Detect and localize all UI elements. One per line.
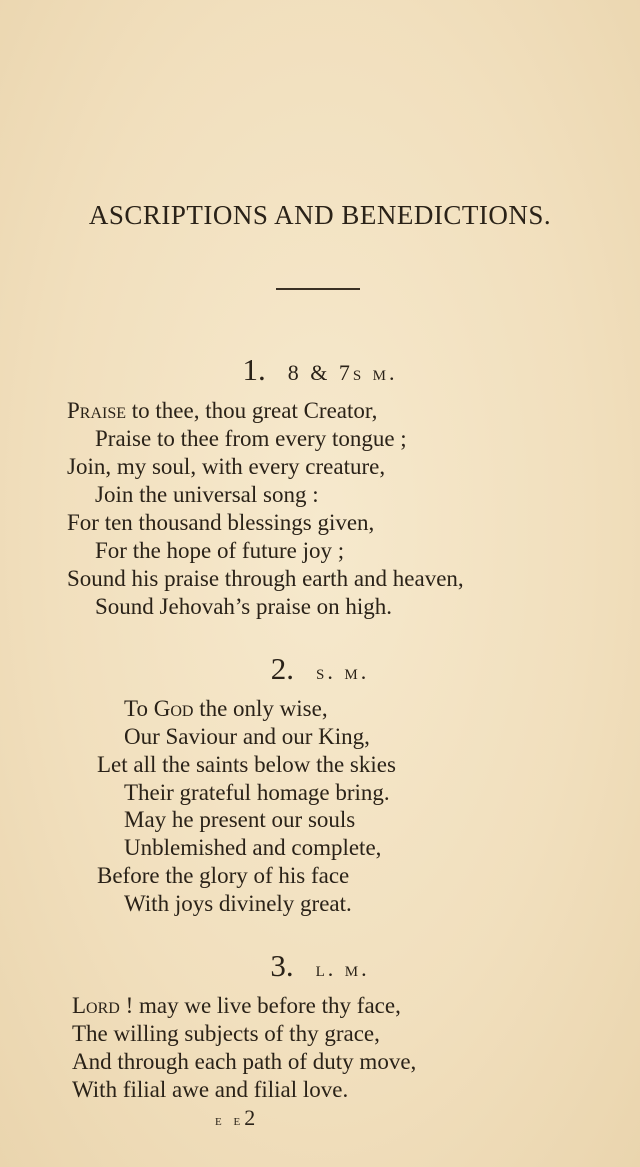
hymn-3-line (72, 994, 401, 1017)
hymn-1-line: For the hope of future joy ; (95, 538, 345, 563)
signature-mark: e e (215, 1113, 245, 1129)
hymn-1-line: Sound his praise through earth and heaven, (67, 566, 464, 591)
hymn-3-heading (0, 948, 640, 984)
hymn-2-line: Their grateful homage bring. (124, 780, 390, 805)
hymn-1-line-rest: to thee, thou great Creator, (126, 398, 378, 423)
hymn-3-line: With filial awe and filial love. (72, 1077, 349, 1102)
hymn-2-line: Unblemished and complete, (124, 835, 382, 860)
title-rule (276, 288, 360, 290)
page-footer (215, 1105, 255, 1131)
hymn-1-line: For ten thousand blessings given, (67, 510, 375, 535)
hymn-2-meter: s. m. (316, 659, 370, 684)
hymn-2-line-before: To (124, 696, 154, 721)
hymn-3-line: And through each path of duty move, (72, 1049, 417, 1074)
hymn-1-line-lead: Praise (67, 398, 127, 423)
page-title: ASCRIPTIONS AND BENEDICTIONS. (88, 200, 552, 230)
hymn-3-number: 3. (270, 948, 294, 983)
hymn-2-line (124, 697, 328, 720)
hymn-3-line-lead: Lord (72, 993, 120, 1018)
hymn-2-line-lead: God (153, 696, 194, 721)
hymn-2-heading (0, 651, 640, 687)
hymn-2-line: May he present our souls (124, 807, 356, 832)
hymn-2-line: Let all the saints below the skies (97, 752, 396, 777)
hymn-1-line: Join the universal song : (95, 482, 319, 507)
hymn-1-line: Praise to thee from every tongue ; (95, 426, 407, 451)
hymn-2-line: With joys divinely great. (124, 891, 352, 916)
hymn-2-number: 2. (270, 651, 295, 686)
signature-number: 2 (244, 1105, 256, 1130)
hymn-3-meter: l. m. (315, 956, 370, 981)
hymn-2-line: Before the glory of his face (97, 863, 350, 888)
hymn-2-line-rest: the only wise, (193, 696, 328, 721)
hymn-1-meter: 8 & 7s m. (287, 360, 398, 385)
hymn-3-line: The willing subjects of thy grace, (72, 1021, 380, 1046)
hymn-2-line: Our Saviour and our King, (124, 724, 370, 749)
hymn-1-line: Sound Jehovah’s praise on high. (95, 594, 393, 619)
hymn-1-line: Join, my soul, with every creature, (67, 454, 386, 479)
hymn-1-line (67, 399, 377, 422)
hymn-3-line-rest: ! may we live before thy face, (119, 993, 401, 1018)
hymn-1-number: 1. (242, 352, 266, 387)
hymn-1-heading (0, 352, 640, 388)
